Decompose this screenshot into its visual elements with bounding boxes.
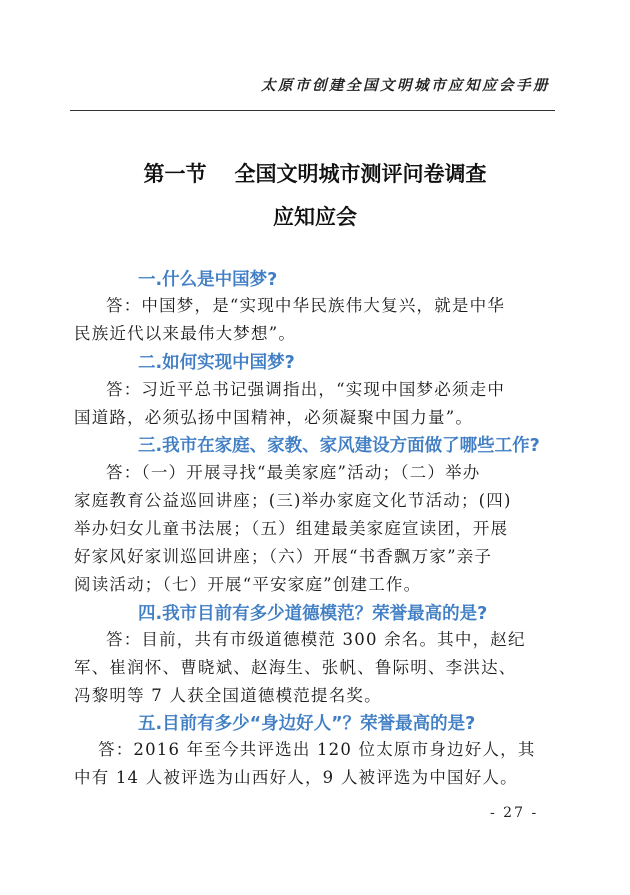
answer-text: 答：（一）开展寻找“最美家庭”活动；（二）举办 <box>106 463 481 482</box>
answer-2 <box>74 376 556 432</box>
answer-text: 答：习近平总书记强调指出，“实现中国梦必须走中 <box>106 380 506 399</box>
answer-line <box>74 292 556 320</box>
answer-line <box>74 626 556 654</box>
answer-line: 中有 14 人被评选为山西好人，9 人被评选为中国好人。 <box>74 768 518 787</box>
section-title-line1: 全国文明城市测评问卷调查 <box>234 162 487 186</box>
answer-line <box>74 459 556 487</box>
question-4: 四.我市目前有多少道德模范？荣誉最高的是? <box>138 604 488 624</box>
section-title-line2: 应知应会 <box>273 205 357 229</box>
answer-text: 答：目前，共有市级道德模范 300 余名。其中，赵纪 <box>106 630 526 649</box>
answer-line <box>74 376 556 404</box>
answer-line <box>74 736 556 764</box>
answer-line: 家庭教育公益巡回讲座；(三)举办家庭文化节活动；(四) <box>74 491 512 510</box>
answer-1 <box>74 292 556 348</box>
page-number: - 27 - <box>490 805 539 821</box>
answer-line: 国道路，必须弘扬中国精神，必须凝聚中国力量”。 <box>74 408 474 427</box>
question-1: 一.什么是中国梦? <box>138 270 278 290</box>
question-3: 三.我市在家庭、家教、家风建设方面做了哪些工作? <box>138 436 540 456</box>
answer-text: 答：2016 年至今共评选出 120 位太原市身边好人，其 <box>98 740 536 759</box>
answer-3 <box>74 459 556 599</box>
section-label: 第一节 <box>143 162 207 186</box>
header-rule <box>70 110 555 111</box>
running-header: 太原市创建全国文明城市应知应会手册 <box>261 78 550 94</box>
question-2: 二.如何实现中国梦? <box>138 353 295 373</box>
answer-line: 举办妇女儿童书法展；（五）组建最美家庭宣读团，开展 <box>74 519 509 538</box>
answer-line: 好家风好家训巡回讲座；（六）开展“书香飘万家”亲子 <box>74 547 493 566</box>
answer-line: 军、崔润怀、曹晓斌、赵海生、张帆、鲁际明、李洪达、 <box>74 658 517 677</box>
section-title <box>0 158 630 188</box>
question-5: 五.目前有多少“身边好人”？荣誉最高的是? <box>138 714 476 734</box>
answer-line: 阅读活动；（七）开展“平安家庭”创建工作。 <box>74 575 422 594</box>
answer-5 <box>74 736 556 792</box>
answer-line: 冯黎明等 7 人获全国道德模范提名奖。 <box>74 686 382 705</box>
answer-4 <box>74 626 556 710</box>
answer-text: 答：中国梦，是“实现中华民族伟大复兴，就是中华 <box>106 296 506 315</box>
answer-line: 民族近代以来最伟大梦想”。 <box>74 324 297 343</box>
